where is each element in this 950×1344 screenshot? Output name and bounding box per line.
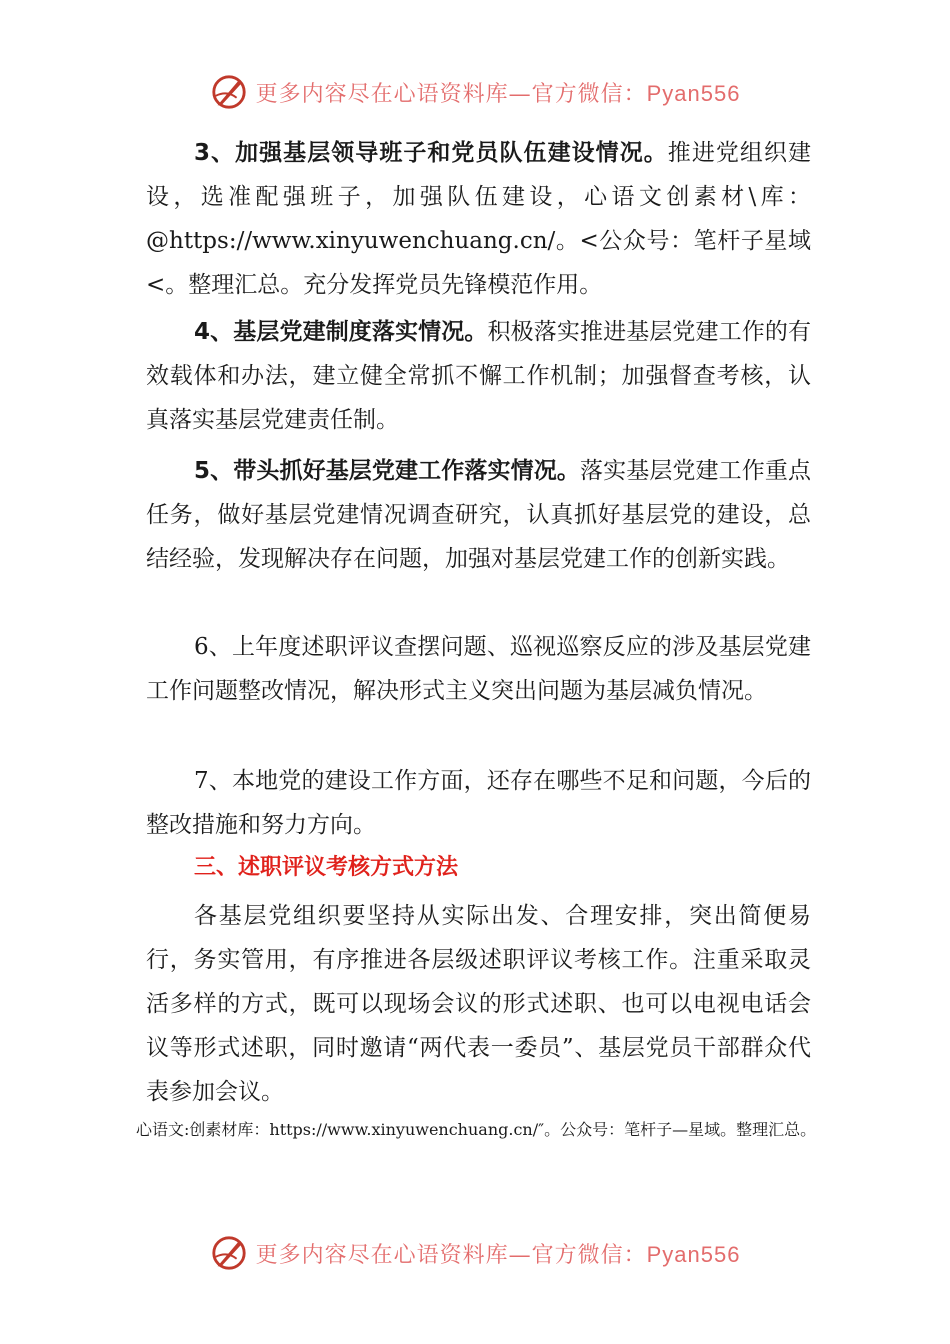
section-7-paragraph [146,759,811,847]
banner-text: 更多内容尽在心语资料库—官方微信：Pyan556 [255,80,741,107]
quill-logo-icon [210,1234,248,1272]
section-5-paragraph [146,449,811,581]
banner-text: 更多内容尽在心语资料库—官方微信：Pyan556 [255,1241,741,1268]
section-5-body: 落实基层党建工作重点任务，做好基层党建情况调查研究，认真抓好基层党的建设，总结经验，发现解决存在问题，加强对基层党建工作的创新实践。 [146,458,812,572]
closing-paragraph: 各基层党组织要坚持从实际出发、合理安排，突出简便易行，务实管用，有序推进各层级述职评议考核工作。注重采取灵活多样的方式，既可以现场会议的形式述职、也可以电视电话会议等形式述职，同时邀请“两代表一委员”、基层党员干部群众代表参加会议。 [146,903,811,1105]
section-5-heading: 5、带头抓好基层党建工作落实情况。 [194,458,580,484]
section-4-heading: 4、基层党建制度落实情况。 [194,319,488,345]
header-banner [0,70,950,114]
quill-logo-icon [210,73,248,111]
source-footnote: 心语文:创素材库：https://www.xinyuwenchuang.cn/″。公众号：笔杆子—星域。整理汇总。 [136,1120,817,1139]
section-heading-three: 三、述职评议考核方式方法 [194,855,459,880]
section-6-body: 6、上年度述职评议查摆问题、巡视巡察反应的涉及基层党建工作问题整改情况，解决形式主义突出问题为基层减负情况。 [146,634,811,704]
section-3-body: 推进党组织建设，选准配强班子，加强队伍建设，心语文创素材\库：@https://www.xinyuwenchuang.cn/。<公众号：笔杆子星域<。整理汇总。充分发挥党员先锋模范作用。 [146,140,811,298]
section-3-paragraph [146,131,811,307]
section-3-heading: 3、加强基层领导班子和党员队伍建设情况。 [194,140,668,166]
section-4-paragraph [146,310,811,442]
banner-wechat-id: Pyan556 [646,1241,741,1267]
section-4-body: 积极落实推进基层党建工作的有效载体和办法，建立健全常抓不懈工作机制；加强督查考核，认真落实基层党建责任制。 [146,319,811,433]
section-6-paragraph [146,625,811,713]
banner-wechat-id: Pyan556 [646,80,741,106]
section-7-body: 7、本地党的建设工作方面，还存在哪些不足和问题，今后的整改措施和努力方向。 [146,768,811,838]
footer-banner [0,1231,950,1275]
